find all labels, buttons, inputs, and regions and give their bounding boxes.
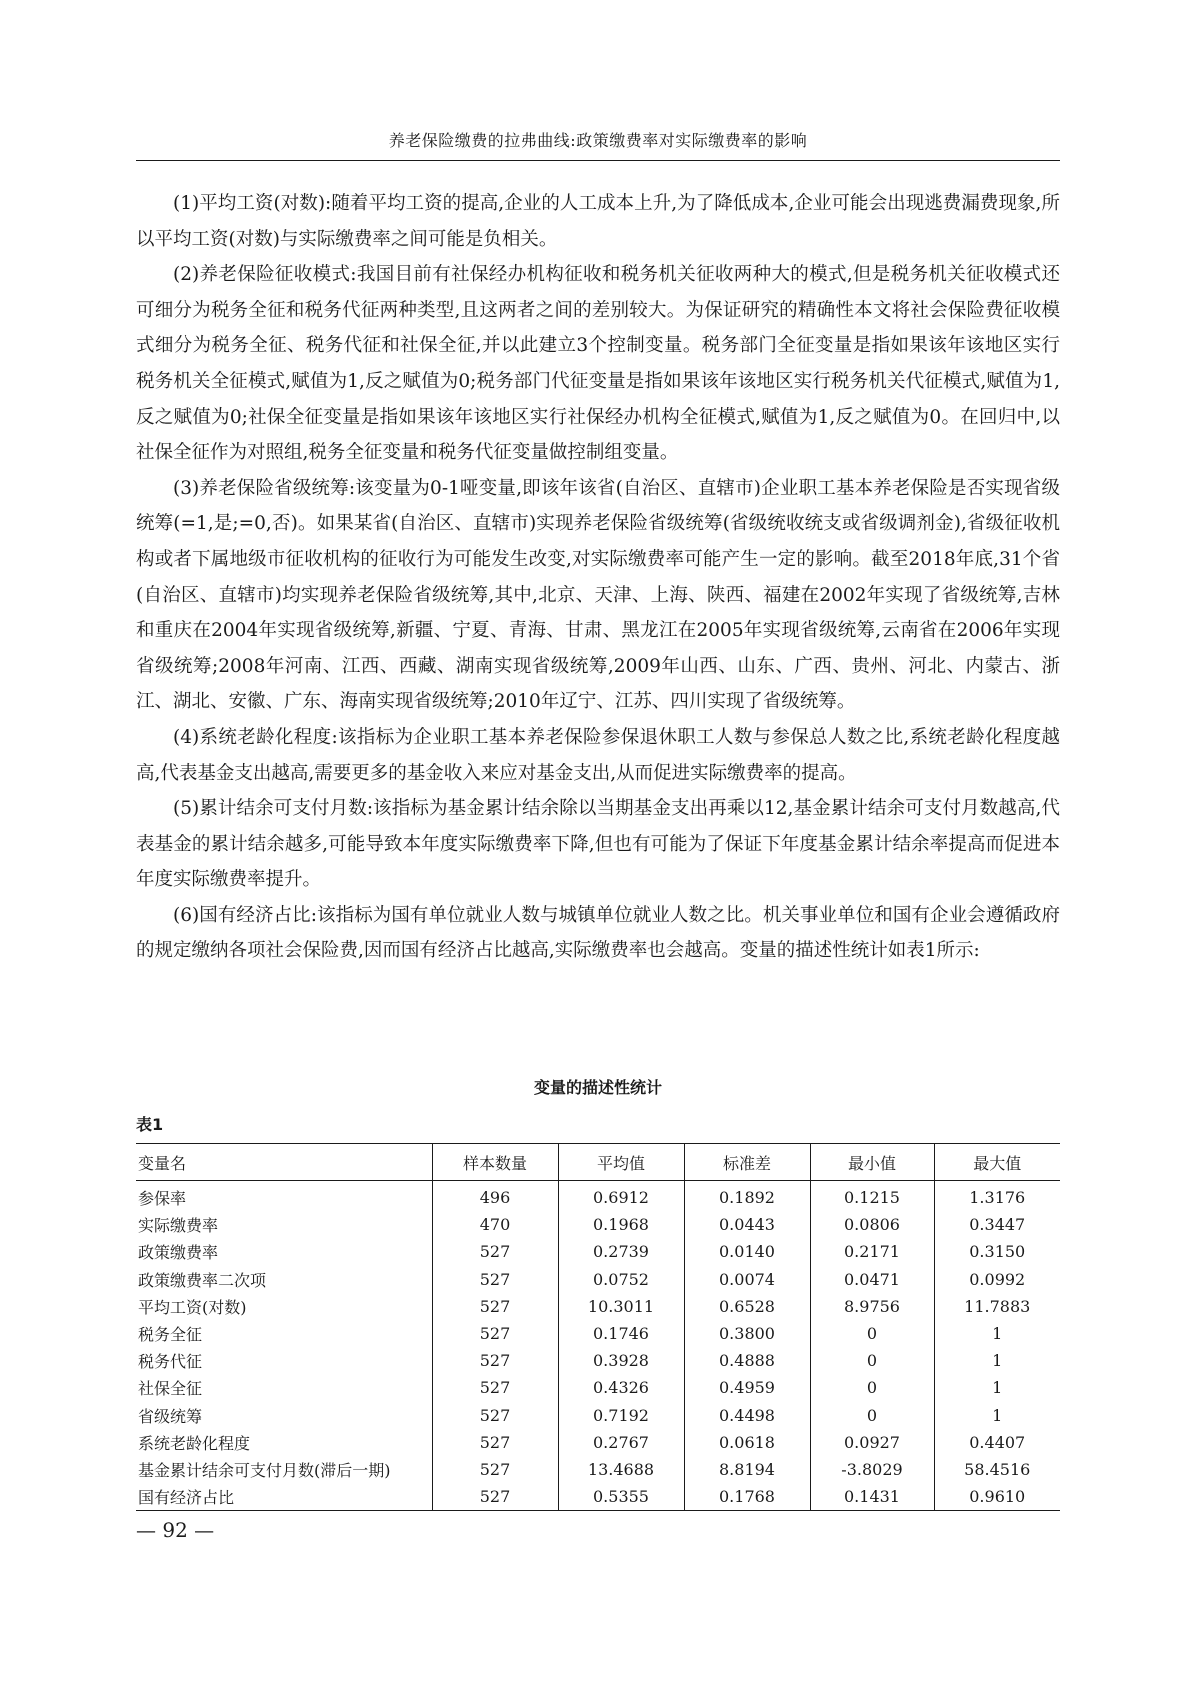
cell-std: 0.1892 bbox=[684, 1181, 810, 1212]
cell-max: 11.7883 bbox=[934, 1293, 1060, 1320]
cell-min: -3.8029 bbox=[810, 1456, 934, 1483]
table-row bbox=[136, 1293, 1060, 1320]
cell-min: 0 bbox=[810, 1402, 934, 1429]
paragraph-1: (1)平均工资(对数):随着平均工资的提高,企业的人工成本上升,为了降低成本,企业可能会出现逃费漏费现象,所以平均工资(对数)与实际缴费率之间可能是负相关。 bbox=[136, 193, 1060, 250]
cell-std: 0.0443 bbox=[684, 1211, 810, 1238]
table-row bbox=[136, 1456, 1060, 1483]
cell-std: 8.8194 bbox=[684, 1456, 810, 1483]
cell-max: 0.4407 bbox=[934, 1429, 1060, 1456]
table-row bbox=[136, 1181, 1060, 1212]
cell-min: 0.1431 bbox=[810, 1483, 934, 1511]
cell-std: 0.6528 bbox=[684, 1293, 810, 1320]
cell-max: 0.3150 bbox=[934, 1238, 1060, 1265]
cell-variable: 平均工资(对数) bbox=[138, 1297, 247, 1317]
header-sample-size: 样本数量 bbox=[432, 1144, 558, 1181]
header-mean: 平均值 bbox=[558, 1144, 684, 1181]
cell-mean: 0.1968 bbox=[558, 1211, 684, 1238]
cell-sample-size: 496 bbox=[432, 1181, 558, 1212]
cell-mean: 0.4326 bbox=[558, 1374, 684, 1401]
cell-min: 0.2171 bbox=[810, 1238, 934, 1265]
cell-mean: 0.3928 bbox=[558, 1347, 684, 1374]
cell-mean: 10.3011 bbox=[558, 1293, 684, 1320]
table-row bbox=[136, 1266, 1060, 1293]
cell-variable: 省级统筹 bbox=[138, 1406, 203, 1426]
cell-sample-size: 527 bbox=[432, 1320, 558, 1347]
cell-variable: 系统老龄化程度 bbox=[138, 1433, 251, 1453]
cell-mean: 0.2739 bbox=[558, 1238, 684, 1265]
table-header-row bbox=[136, 1144, 1060, 1181]
cell-mean: 0.5355 bbox=[558, 1483, 684, 1511]
header-max: 最大值 bbox=[934, 1144, 1060, 1181]
cell-sample-size: 527 bbox=[432, 1238, 558, 1265]
cell-sample-size: 527 bbox=[432, 1347, 558, 1374]
cell-mean: 13.4688 bbox=[558, 1456, 684, 1483]
cell-sample-size: 527 bbox=[432, 1374, 558, 1401]
cell-variable: 国有经济占比 bbox=[138, 1488, 235, 1508]
cell-min: 0.0806 bbox=[810, 1211, 934, 1238]
cell-max: 0.3447 bbox=[934, 1211, 1060, 1238]
paragraph-5: (5)累计结余可支付月数:该指标为基金累计结余除以当期基金支出再乘以12,基金累计结余可支付月数越高,代表基金的累计结余越多,可能导致本年度实际缴费率下降,但也有可能为了保证下年度基金累计结余率提高而促进本年度实际缴费率提升。 bbox=[136, 798, 1060, 891]
cell-mean: 0.7192 bbox=[558, 1402, 684, 1429]
cell-sample-size: 527 bbox=[432, 1429, 558, 1456]
cell-std: 0.4959 bbox=[684, 1374, 810, 1401]
cell-max: 0.0992 bbox=[934, 1266, 1060, 1293]
cell-variable: 税务代征 bbox=[138, 1352, 203, 1372]
cell-max: 1 bbox=[934, 1320, 1060, 1347]
header-std: 标准差 bbox=[684, 1144, 810, 1181]
cell-min: 0 bbox=[810, 1374, 934, 1401]
table-row bbox=[136, 1374, 1060, 1401]
cell-min: 0.0927 bbox=[810, 1429, 934, 1456]
cell-std: 0.4498 bbox=[684, 1402, 810, 1429]
cell-min: 0 bbox=[810, 1347, 934, 1374]
cell-sample-size: 527 bbox=[432, 1293, 558, 1320]
cell-std: 0.0140 bbox=[684, 1238, 810, 1265]
cell-variable: 政策缴费率 bbox=[138, 1243, 219, 1263]
table-row bbox=[136, 1211, 1060, 1238]
cell-min: 0 bbox=[810, 1320, 934, 1347]
table-body bbox=[136, 1181, 1060, 1511]
descriptive-stats-table bbox=[136, 1143, 1060, 1511]
cell-max: 58.4516 bbox=[934, 1456, 1060, 1483]
paragraph-2: (2)养老保险征收模式:我国目前有社保经办机构征收和税务机关征收两种大的模式,但是税务机关征收模式还可细分为税务全征和税务代征两种类型,且这两者之间的差别较大。为保证研究的精确性本文将社会保险费征收模式细分为税务全征、税务代征和社保全征,并以此建立3个控制变量。税务部门全征变量是指如果该年该地区实行税务机关全征模式,赋值为1,反之赋值为0;税务部门代征变量是指如果该年该地区实行税务机关代征模式,赋值为1,反之赋值为0;社保全征变量是指如果该年该地区实行社保经办机构全征模式,赋值为1,反之赋值为0。在回归中,以社保全征作为对照组,税务全征变量和税务代征变量做控制组变量。 bbox=[136, 264, 1060, 464]
cell-max: 1 bbox=[934, 1402, 1060, 1429]
table-row bbox=[136, 1402, 1060, 1429]
table-row bbox=[136, 1483, 1060, 1511]
cell-variable: 政策缴费率二次项 bbox=[138, 1270, 267, 1290]
header-rule bbox=[136, 160, 1060, 161]
cell-variable: 参保率 bbox=[138, 1189, 187, 1209]
table-row bbox=[136, 1320, 1060, 1347]
page-number: — 92 — bbox=[136, 1518, 215, 1542]
table-row bbox=[136, 1347, 1060, 1374]
cell-std: 0.3800 bbox=[684, 1320, 810, 1347]
header-variable: 变量名 bbox=[136, 1144, 432, 1181]
cell-std: 0.0074 bbox=[684, 1266, 810, 1293]
cell-min: 0.0471 bbox=[810, 1266, 934, 1293]
cell-sample-size: 527 bbox=[432, 1483, 558, 1511]
cell-variable: 社保全征 bbox=[138, 1379, 203, 1399]
cell-min: 0.1215 bbox=[810, 1181, 934, 1212]
table-row bbox=[136, 1429, 1060, 1456]
body-text bbox=[136, 186, 1060, 969]
cell-sample-size: 527 bbox=[432, 1456, 558, 1483]
cell-max: 1 bbox=[934, 1374, 1060, 1401]
running-header: 养老保险缴费的拉弗曲线:政策缴费率对实际缴费率的影响 bbox=[388, 131, 808, 150]
cell-variable: 实际缴费率 bbox=[138, 1216, 219, 1236]
cell-sample-size: 470 bbox=[432, 1211, 558, 1238]
paragraph-3: (3)养老保险省级统筹:该变量为0-1哑变量,即该年该省(自治区、直辖市)企业职工基本养老保险是否实现省级统筹(=1,是;=0,否)。如果某省(自治区、直辖市)实现养老保险省级统筹(省级统收统支或省级调剂金),省级征收机构或者下属地级市征收机构的征收行为可能发生改变,对实际缴费率可能产生一定的影响。截至2018年底,31个省(自治区、直辖市)均实现养老保险省级统筹,其中,北京、天津、上海、陕西、福建在2002年实现了省级统筹,吉林和重庆在2004年实现省级统筹,新疆、宁夏、青海、甘肃、黑龙江在2005年实现省级统筹,云南省在2006年实现省级统筹;2008年河南、江西、西藏、湖南实现省级统筹,2009年山西、山东、广西、贵州、河北、内蒙古、浙江、湖北、安徽、广东、海南实现省级统筹;2010年辽宁、江苏、四川实现了省级统筹。 bbox=[136, 477, 1060, 713]
cell-std: 0.0618 bbox=[684, 1429, 810, 1456]
paragraph-6: (6)国有经济占比:该指标为国有单位就业人数与城镇单位就业人数之比。机关事业单位和国有企业会遵循政府的规定缴纳各项社会保险费,因而国有经济占比越高,实际缴费率也会越高。变量的描述性统计如表1所示: bbox=[136, 904, 1060, 962]
cell-mean: 0.2767 bbox=[558, 1429, 684, 1456]
cell-sample-size: 527 bbox=[432, 1266, 558, 1293]
cell-std: 0.4888 bbox=[684, 1347, 810, 1374]
cell-max: 0.9610 bbox=[934, 1483, 1060, 1511]
header-min: 最小值 bbox=[810, 1144, 934, 1181]
cell-mean: 0.0752 bbox=[558, 1266, 684, 1293]
cell-sample-size: 527 bbox=[432, 1402, 558, 1429]
cell-max: 1.3176 bbox=[934, 1181, 1060, 1212]
cell-std: 0.1768 bbox=[684, 1483, 810, 1511]
cell-variable: 基金累计结余可支付月数(滞后一期) bbox=[138, 1460, 391, 1480]
table-row bbox=[136, 1238, 1060, 1265]
cell-min: 8.9756 bbox=[810, 1293, 934, 1320]
table-label: 表1 bbox=[136, 1115, 164, 1134]
cell-mean: 0.6912 bbox=[558, 1181, 684, 1212]
cell-mean: 0.1746 bbox=[558, 1320, 684, 1347]
cell-variable: 税务全征 bbox=[138, 1325, 203, 1345]
cell-max: 1 bbox=[934, 1347, 1060, 1374]
paragraph-4: (4)系统老龄化程度:该指标为企业职工基本养老保险参保退休职工人数与参保总人数之比,系统老龄化程度越高,代表基金支出越高,需要更多的基金收入来应对基金支出,从而促进实际缴费率的提高。 bbox=[136, 726, 1060, 784]
table-title: 变量的描述性统计 bbox=[533, 1078, 662, 1097]
